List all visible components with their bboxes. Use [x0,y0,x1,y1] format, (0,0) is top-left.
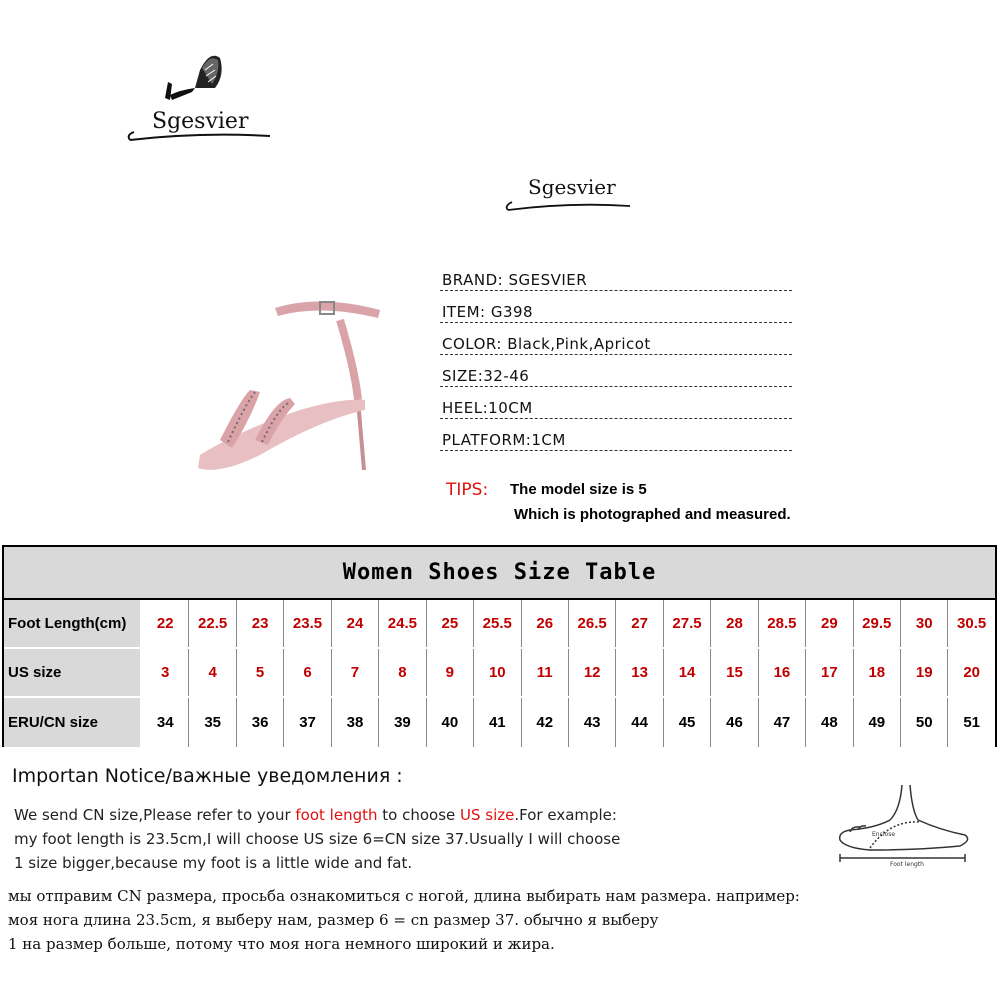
size-table-cell: 27.5 [664,600,711,647]
size-table-cell: 19 [901,649,948,696]
product-specs [440,268,800,460]
enclose-label: Enclose [872,831,896,838]
size-table-row [4,600,995,649]
size-table-cell: 24.5 [379,600,426,647]
size-table-cell: 29.5 [854,600,901,647]
us-size-highlight: US size [460,806,515,824]
notice-russian [8,884,800,956]
tips-label: TIPS: [446,480,489,500]
notice-ru-line-2: моя нога длина 23.5cm, я выберу нам, размер 6 = cn размер 37. обычно я выберу [8,911,659,929]
size-table-cell: 38 [332,698,379,747]
brand-logo-secondary-text: Sgesvier [528,175,616,199]
spec-platform: PLATFORM:1CM [440,428,800,460]
size-table-cell: 46 [711,698,758,747]
brand-logo-text: Sgesvier [152,109,249,134]
size-table-cell: 25 [427,600,474,647]
size-table-cell: 37 [284,698,331,747]
butterfly-heel-icon [165,56,222,100]
size-table-title: Women Shoes Size Table [4,547,995,600]
size-table-cell: 40 [427,698,474,747]
size-table-row [4,649,995,698]
size-table-cell: 23 [237,600,284,647]
size-table-cell: 27 [616,600,663,647]
size-table-cell: 49 [854,698,901,747]
spec-item: ITEM: G398 [440,300,800,332]
size-table-cell: 10 [474,649,521,696]
size-table-cell: 41 [474,698,521,747]
size-table-cell: 24 [332,600,379,647]
tips-line-2: Which is photographed and measured. [514,506,791,523]
notice-english [14,803,620,875]
size-table-cell: 15 [711,649,758,696]
size-table-cell: 25.5 [474,600,521,647]
size-table-cells [142,600,995,647]
spec-color: COLOR: Black,Pink,Apricot [440,332,800,364]
size-table-cell: 4 [189,649,236,696]
foot-length-highlight: foot length [295,806,378,824]
size-table-cell: 35 [189,698,236,747]
spec-size: SIZE:32-46 [440,364,800,396]
size-table-cell: 6 [284,649,331,696]
size-table-cell: 28.5 [759,600,806,647]
foot-diagram [830,780,980,870]
size-table-cell: 29 [806,600,853,647]
notice-en-line-1: We send CN size,Please refer to your foot length to choose US size.For example: [14,806,617,824]
size-table-cell: 20 [963,664,980,681]
size-table-cell: 12 [569,649,616,696]
size-table-cell: 50 [901,698,948,747]
size-table-cells [142,698,995,747]
pink-strappy-sandal-icon [198,301,380,470]
size-table-cell: 39 [379,698,426,747]
size-table-cell: 36 [237,698,284,747]
notice-title: Importan Notice/важные уведомления : [12,765,403,787]
size-table-cell: 23.5 [284,600,331,647]
size-table-cell: 18 [854,649,901,696]
foot-length-label: Foot length [890,861,924,868]
size-table-cell: 13 [616,649,663,696]
tips-line-1: The model size is 5 [510,481,647,498]
size-table-cell: 44 [616,698,663,747]
size-table-cell: 16 [759,649,806,696]
size-table-cell: 47 [759,698,806,747]
size-table-cell: 28 [711,600,758,647]
size-table-cell: 30 [901,600,948,647]
size-table-cells [142,649,995,696]
size-table-cell: 22.5 [189,600,236,647]
size-table-cell: 43 [569,698,616,747]
notice-ru-line-1: мы отправим CN размера, просьба ознакомиться с ногой, длина выбирать нам размера. например: [8,887,800,905]
size-table-cell: 11 [522,649,569,696]
product-image [180,280,410,490]
size-table-cell: 14 [664,649,711,696]
size-table [2,545,997,747]
size-table-cell: 22 [142,600,189,647]
size-table-cell: 30.5 [957,615,987,632]
size-table-row-header: ERU/CN size [4,698,142,747]
size-table-row-header: US size [4,649,142,696]
brand-logo-primary [120,40,290,150]
size-table-cell: 7 [332,649,379,696]
spec-brand: BRAND: SGESVIER [440,268,800,300]
size-table-cell: 51 [963,714,980,731]
size-table-row [4,698,995,747]
size-table-cell: 42 [522,698,569,747]
notice-en-line-2: my foot length is 23.5cm,I will choose US size 6=CN size 37.Usually I will choose [14,830,621,848]
size-table-cell: 17 [806,649,853,696]
size-table-row-header: Foot Length(cm) [4,600,142,647]
tips [446,480,791,523]
size-table-cell: 3 [142,649,189,696]
foot-measure-icon [840,785,968,862]
spec-heel: HEEL:10CM [440,396,800,428]
size-table-cell: 34 [142,698,189,747]
brand-logo-secondary [500,168,640,220]
size-table-cell: 26.5 [569,600,616,647]
size-table-cell: 8 [379,649,426,696]
size-table-cell: 26 [522,600,569,647]
size-table-cell: 45 [664,698,711,747]
size-table-cell: 48 [806,698,853,747]
notice-ru-line-3: 1 на размер больше, потому что моя нога немного широкий и жира. [8,935,555,953]
size-table-cell: 9 [427,649,474,696]
size-table-cell: 5 [237,649,284,696]
notice-en-line-3: 1 size bigger,because my foot is a little wide and fat. [14,854,413,872]
